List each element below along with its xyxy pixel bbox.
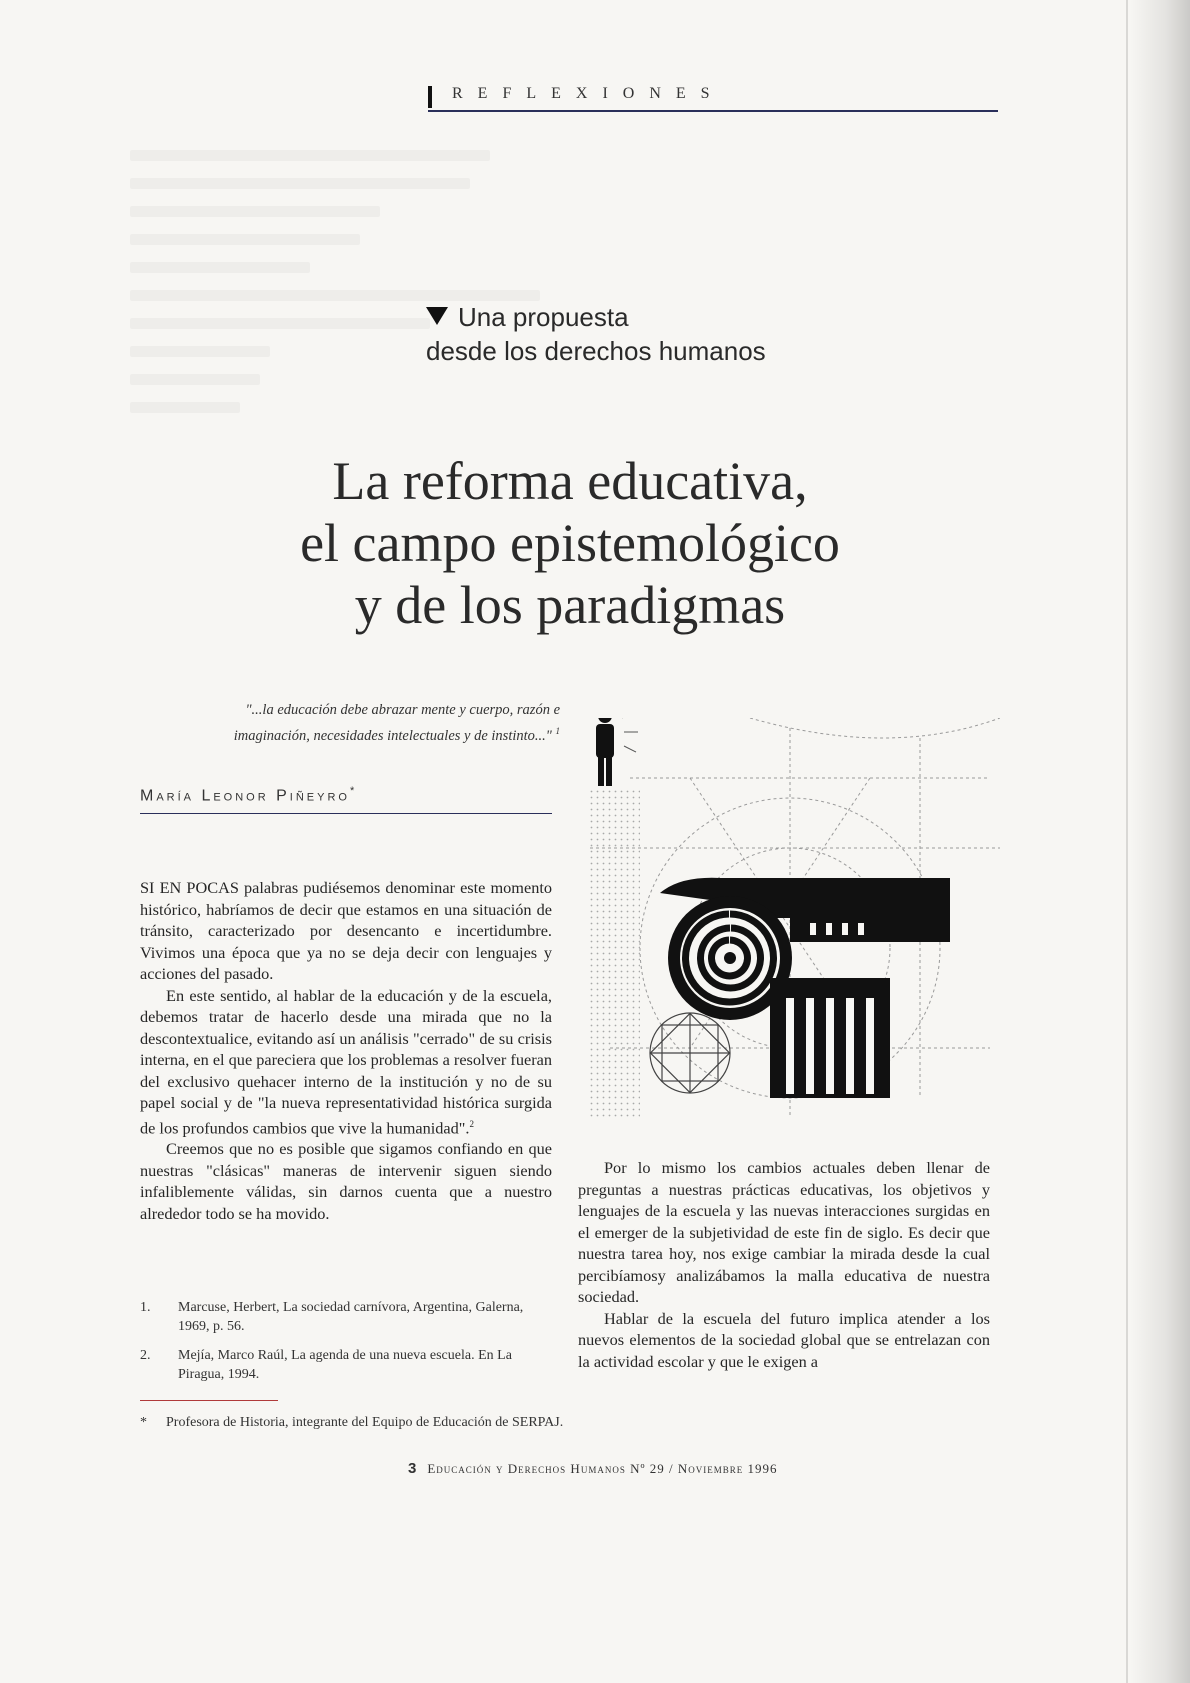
page-edge-shadow xyxy=(1130,0,1190,1683)
footnote-text: Profesora de Historia, integrante del Equipo de Educación de SERPAJ. xyxy=(166,1415,564,1430)
endnote-number: 2. xyxy=(140,1348,151,1363)
footnote-mark: * xyxy=(140,1415,147,1430)
human-figure-icon xyxy=(596,718,614,786)
kicker xyxy=(426,300,926,368)
author-name: María Leonor Piñeyro xyxy=(140,787,350,805)
author-mark: * xyxy=(349,785,358,797)
epigraph xyxy=(150,700,560,747)
paragraph: Por lo mismo los cambios actuales deben llenar de preguntas a nuestras prácticas educativas, los objetivos y lenguajes de la escuela y las nuevas interacciones surgidas en el emerger de la subjetividad de este fin de siglo. Es decir que nuestra tarea hoy, nos exige cambiar la mirada desde la cual percibíamosy analizábamos la malla educativa de nuestra sociedad. xyxy=(578,1158,990,1306)
column-shaft xyxy=(770,978,890,1098)
paragraph: Hablar de la escuela del futuro implica atender a los nuevos elementos de la sociedad global que se entrelazan con la actividad escolar y que le exigen a xyxy=(578,1308,990,1371)
endnote-text: Marcuse, Herbert, La sociedad carnívora, Argentina, Galerna, 1969, p. 56. xyxy=(178,1300,524,1334)
paragraph-text: palabras pudiésemos denominar este momento histórico, habríamos de decir que estamos en una situación de tránsito, caracterizado por desencanto e incertidumbre. Vivimos una época que ya no se deja decir con lenguajes y acciones del pasado. xyxy=(140,878,552,983)
page-folio xyxy=(408,1460,908,1477)
publication-line: Educación y Derechos Humanos Nº 29 / Noviembre 1996 xyxy=(427,1461,778,1476)
epigraph-line-2: imaginación, necesidades intelectuales y de instinto..." xyxy=(233,727,552,744)
endnote xyxy=(140,1298,552,1336)
lead-in: SI EN POCAS xyxy=(140,878,239,897)
footnote-rule xyxy=(140,1400,278,1401)
rubric-label: REFLEXIONES xyxy=(452,85,725,102)
paragraph xyxy=(140,985,552,1139)
rubric-bar xyxy=(428,86,432,108)
epigraph-line-1: "...la educación debe abrazar mente y cuerpo, razón e xyxy=(245,702,560,718)
right-column xyxy=(578,1157,990,1372)
page-fold-line xyxy=(1126,0,1128,1683)
endnote-number: 1. xyxy=(140,1300,151,1315)
article-title xyxy=(200,450,940,636)
title-line-3: y de los paradigmas xyxy=(354,575,786,635)
paragraph: Creemos que no es posible que sigamos confiando en que nuestras "clásicas" maneras de intervenir siguen siendo infaliblemente válidas, sin darnos cuenta que a nuestro alrededor todo se ha movido. xyxy=(140,1139,552,1223)
epigraph-ref: 1 xyxy=(555,726,560,736)
endnotes xyxy=(140,1298,552,1394)
kicker-line-2: desde los derechos humanos xyxy=(426,336,766,366)
section-rubric xyxy=(428,82,998,112)
author-footnote xyxy=(140,1413,860,1432)
dotted-pillar xyxy=(590,788,640,1118)
paragraph-text: En este sentido, al hablar de la educación y de la escuela, debemos tratar de hacerlo desde una mirada que no la descontextualice, evitando así un análisis "cerrado" de su crisis interna, en el que pareciera que los problemas a resolver fueran del exclusivo quehacer interno de la institución y no de su papel social y de "la nueva representatividad histórica surgida de los profundos cambios que vive la humanidad". xyxy=(140,985,552,1137)
endnote xyxy=(140,1346,552,1384)
endnote-text: Mejía, Marco Raúl, La agenda de una nueva escuela. En La Piragua, 1994. xyxy=(178,1348,512,1382)
triangle-down-icon xyxy=(426,307,448,325)
left-column xyxy=(140,877,552,1224)
kicker-line-1: Una propuesta xyxy=(458,302,629,332)
title-line-2: el campo epistemológico xyxy=(300,513,840,573)
ionic-column-illustration xyxy=(590,718,1000,1118)
page-number: 3 xyxy=(408,1460,418,1477)
paragraph xyxy=(140,877,552,985)
note-ref: 2 xyxy=(469,1118,474,1129)
geometric-rosette xyxy=(650,1013,730,1093)
author-byline xyxy=(140,785,552,814)
title-line-1: La reforma educativa, xyxy=(332,451,808,511)
